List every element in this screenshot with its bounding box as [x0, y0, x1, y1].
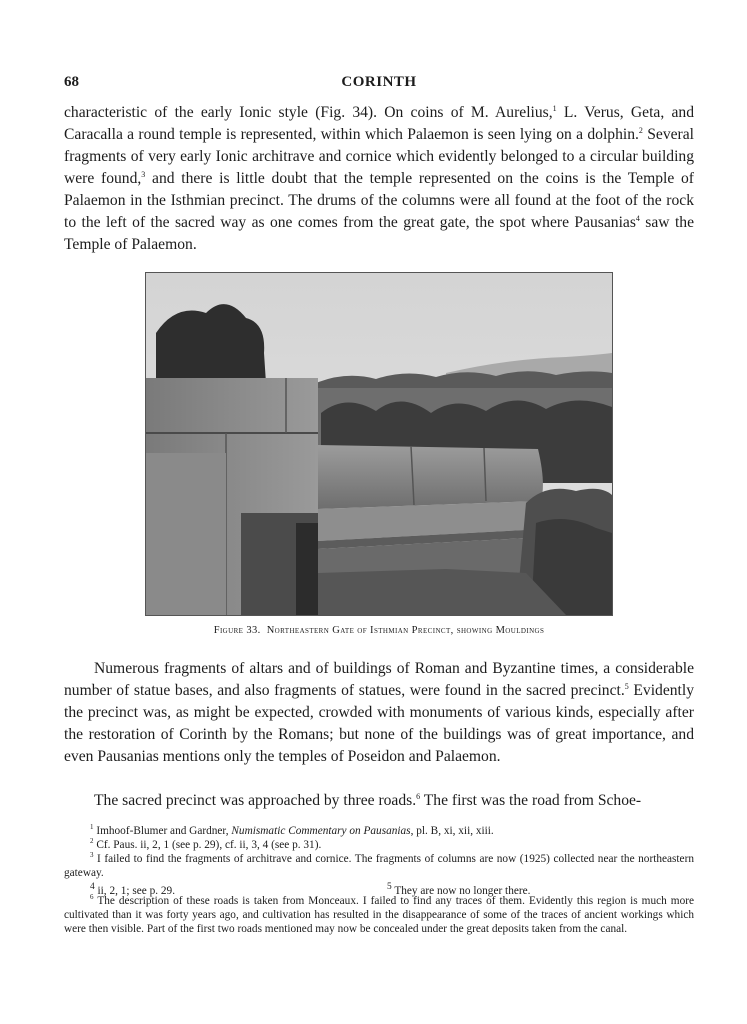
footnote-ref-4: 4: [635, 213, 640, 223]
running-title: CORINTH: [341, 74, 417, 90]
footnote-3: $^3$ I failed to find the fragments of architrave and cornice. The fragments of columns are now (1925) collected near the northeastern gateway.: [64, 851, 694, 879]
paragraph-precinct-fragments: Numerous fragments of altars and of buildings of Roman and Byzantine times, a considerable number of statue bases, and also fragments of statues, were found in the sacred precinct.$^5$ Evidently the precinct was, as might be expected, crowded with monuments of various kinds, especially after the restoration of Corinth by the Romans; but none of the buildings was of great importance, and even Pausanias mentions only the temples of Poseidon and Palaemon.: [64, 660, 695, 765]
footnote-5: $^5$ They are now no longer there.: [387, 882, 531, 897]
page-number: 68: [64, 74, 79, 90]
footnote-4: $^4$ ii, 2, 1; see p. 29.: [90, 882, 176, 897]
footnote-ref-2: 2: [638, 125, 643, 135]
footnote-row-4-5: [64, 880, 694, 897]
paragraph-coins-temple: characteristic of the early Ionic style (Fig. 34). On coins of M. Aurelius,$^1$ L. Verus, Geta, and Caracalla a round temple is represented, within which Palaemon is seen lying on a dolphin.$^2$ Several fragments of very early Ionic architrave and cornice which evidently belonged to a circular building were found,$^3$ and there is little doubt that the temple represented on the coins is the Temple of Palaemon in the Isthmian precinct. The drums of the columns were all found at the foot of the rock to the left of the sacred way as one comes from the great gate, the spot where Pausanias$^4$ saw the Temple of Palaemon.: [64, 103, 694, 253]
page-header: [64, 74, 694, 94]
footnote-ref-3: 3: [141, 169, 146, 179]
footnote-1: $^1$ Imhoof-Blumer and Gardner, Numismatic Commentary on Pausanias, pl. B, xi, xii, xiii.: [90, 823, 494, 837]
footnote-2: $^2$ Cf. Paus. ii, 2, 1 (see p. 29), cf. ii, 3, 4 (see p. 31).: [90, 837, 322, 851]
footnote-ref-5: 5: [624, 681, 629, 691]
figure-33-photograph: [145, 272, 613, 616]
footnote-ref-1: 1: [552, 103, 557, 113]
figure-caption: [64, 625, 694, 636]
paragraph-three-roads: The sacred precinct was approached by three roads.$^6$ The first was the road from Schoe-: [94, 791, 642, 809]
footnote-6: $^6$ The description of these roads is taken from Monceaux. I failed to find any traces of them. Evidently this region is much more cultivated than it was forty years ago, and cultivation has resulted in the disappearance of some of the traces of ancient workings which were then visible. Part of the first two roads mentioned may now be concealed under the great deposits taken from the canal.: [64, 893, 694, 935]
figure-label: Figure 33.: [213, 625, 261, 636]
footnotes: [64, 824, 694, 936]
figure-caption-text: Northeastern Gate of Isthmian Precinct, showing Mouldings: [266, 625, 545, 636]
footnote-ref-6: 6: [416, 791, 421, 801]
